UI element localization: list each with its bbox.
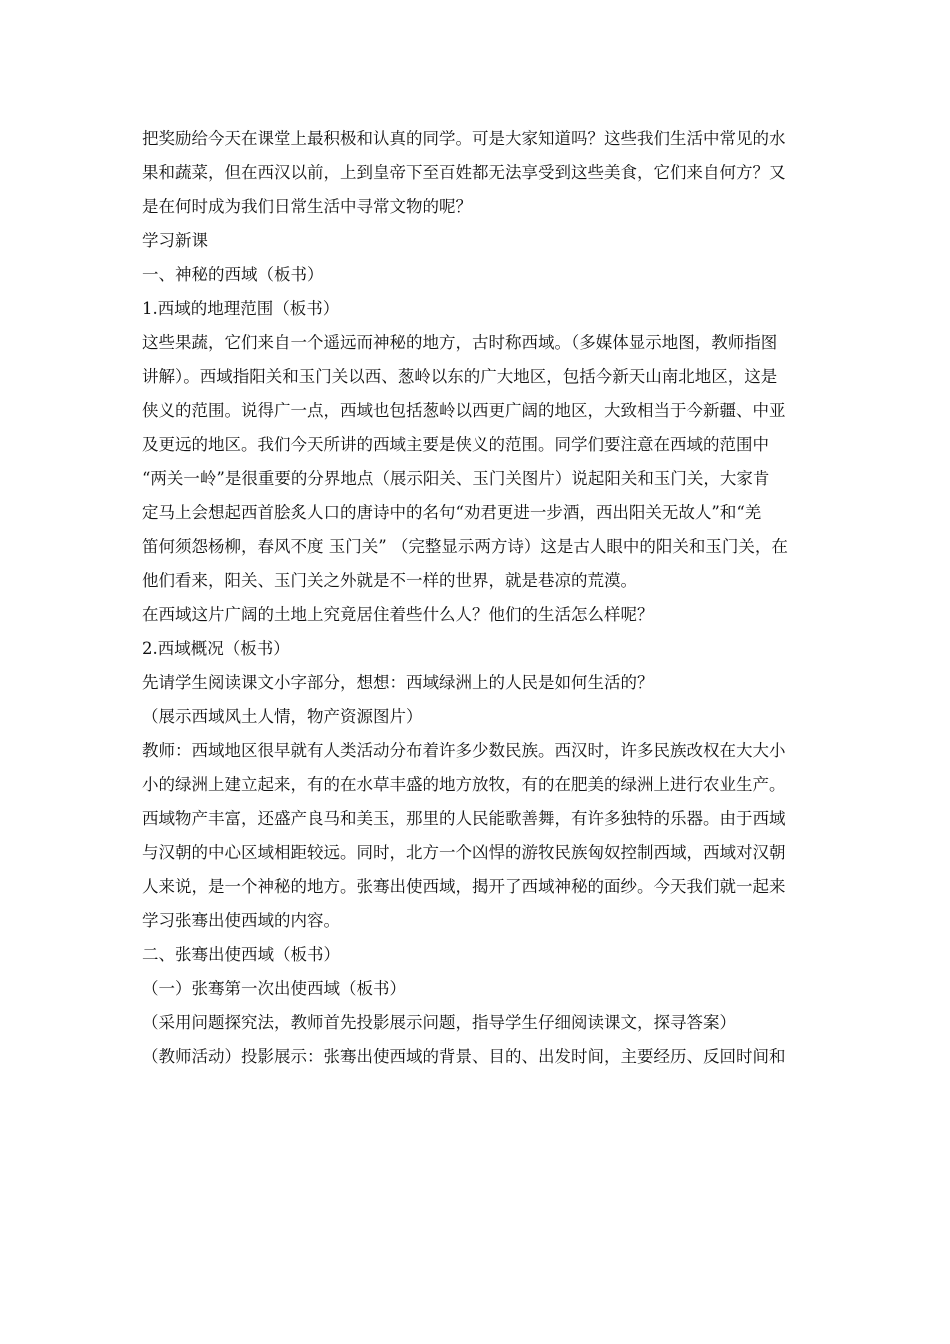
intro-line-3: 是在何时成为我们日常生活中寻常文物的呢？ (142, 197, 472, 216)
teacher-line-6: 学习张骞出使西域的内容。 (142, 911, 340, 930)
document-body (142, 122, 810, 1074)
geography-line-7: 笛何须怨杨柳，春风不度 玉门关” （完整显示两方诗）这是古人眼中的阳关和玉门关，在 (142, 537, 788, 556)
section1-title: 一、神秘的西域（板书） (142, 265, 324, 284)
geography-line-6: 定马上会想起西首脍炙人口的唐诗中的名句“劝君更进一步酒，西出阳关无故人”和“羌 (142, 503, 762, 522)
sub2-title: 2.西域概况（板书） (142, 639, 290, 658)
teacher-line-3: 西域物产丰富，还盛产良马和美玉，那里的人民能歌善舞，有许多独特的乐器。由于西域 (142, 809, 786, 828)
teacher-line-2: 小的绿洲上建立起来，有的在水草丰盛的地方放牧，有的在肥美的绿洲上进行农业生产。 (142, 775, 786, 794)
intro-line-2: 果和蔬菜，但在西汉以前，上到皇帝下至百姓都无法享受到这些美食，它们来自何方？又 (142, 163, 786, 182)
teacher-line-4: 与汉朝的中心区域相距较远。同时，北方一个凶悍的游牧民族匈奴控制西域，西域对汉朝 (142, 843, 786, 862)
question-line: 在西域这片广阔的土地上究竟居住着些什么人？他们的生活怎么样呢？ (142, 605, 654, 624)
geography-line-1: 这些果蔬，它们来自一个遥远而神秘的地方，古时称西域。（多媒体显示地图，教师指图 (142, 333, 778, 352)
teacher-line-5: 人来说，是一个神秘的地方。张骞出使西域，揭开了西域神秘的面纱。今天我们就一起来 (142, 877, 786, 896)
geography-line-4: 及更远的地区。我们今天所讲的西域主要是侠义的范围。同学们要注意在西域的范围中 (142, 435, 769, 454)
geography-line-2: 讲解）。西域指阳关和玉门关以西、葱岭以东的广大地区，包括今新天山南北地区，这是 (142, 367, 778, 386)
intro-line-1: 把奖励给今天在课堂上最积极和认真的同学。可是大家知道吗？这些我们生活中常见的水 (142, 129, 786, 148)
show-pictures-note: （展示西域风土人情，物产资源图片） (142, 707, 423, 726)
geography-line-8: 他们看来，阳关、玉门关之外就是不一样的世界，就是巷凉的荒漠。 (142, 571, 637, 590)
activity-line: （教师活动）投影展示：张骞出使西域的背景、目的、出发时间，主要经历、反回时间和 (142, 1047, 786, 1066)
geography-line-3: 侠义的范围。说得广一点，西域也包括葱岭以西更广阔的地区，大致相当于今新疆、中亚 (142, 401, 786, 420)
heading-new-lesson: 学习新课 (142, 231, 208, 250)
section2-title: 二、张骞出使西域（板书） (142, 945, 340, 964)
method-line: （采用问题探究法，教师首先投影展示问题，指导学生仔细阅读课文，探寻答案） (142, 1013, 736, 1032)
sub1-title: 1.西域的地理范围（板书） (142, 299, 340, 318)
first-mission-title: （一）张骞第一次出使西域（板书） (142, 979, 406, 998)
teacher-line-1: 教师：西域地区很早就有人类活动分布着许多少数民族。西汉时，许多民族改权在大大小 (142, 741, 786, 760)
geography-line-5: “两关一岭”是很重要的分界地点（展示阳关、玉门关图片）说起阳关和玉门关，大家肯 (142, 469, 770, 488)
reading-prompt: 先请学生阅读课文小字部分，想想：西域绿洲上的人民是如何生活的？ (142, 673, 654, 692)
